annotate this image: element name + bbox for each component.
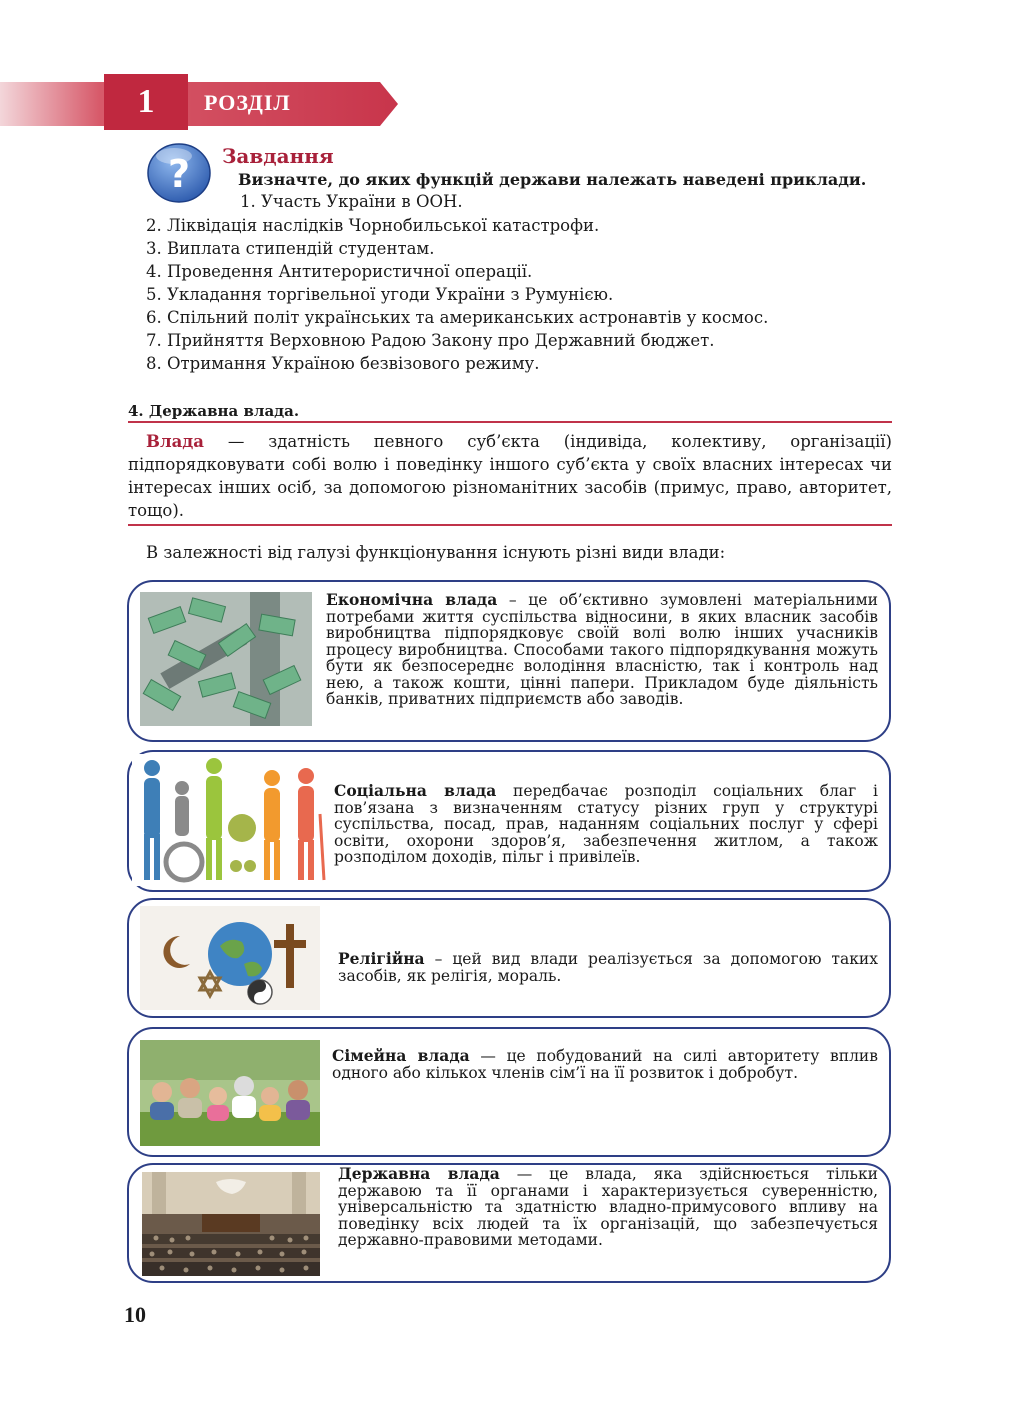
card-social-text	[334, 783, 878, 866]
card-religious-text	[338, 951, 878, 984]
page-number: 10	[124, 1302, 146, 1327]
task-item: 4. Проведення Антитерористичної операції.	[146, 262, 533, 281]
chapter-label: РОЗДІЛ	[204, 90, 291, 115]
divider	[128, 524, 892, 526]
task-item: 2. Ліквідація наслідків Чорнобильської катастрофи.	[146, 216, 600, 235]
card-term: Сімейна влада	[332, 1046, 470, 1065]
family-image	[140, 1040, 320, 1146]
task-item: 1. Участь України в ООН.	[240, 192, 463, 211]
question-icon	[146, 142, 212, 204]
definition-term: Влада	[146, 432, 204, 451]
chapter-banner	[0, 74, 400, 130]
card-economic-text	[326, 592, 878, 708]
money-image	[140, 592, 312, 726]
card-description: — це побудований на силі авторитету вплив одного або кількох членів сім’ї на її розвиток і добробут.	[332, 1047, 878, 1082]
people-silhouettes-image	[132, 754, 328, 886]
card-term: Релігійна	[338, 949, 425, 968]
task-item: 3. Виплата стипендій студентам.	[146, 239, 435, 258]
definition-text: — здатність певного суб’єкта (індивіда, колективу, організації) підпорядковувати собі волю і поведінку іншого суб’єкта у своїх власних інтересах чи інтересах інших осіб, за допомогою різноманітних засобів (примус, право, авторитет, тощо).	[128, 432, 892, 520]
task-item: 8. Отримання Україною безвізового режиму.	[146, 354, 540, 373]
svg-text:?: ?	[167, 152, 191, 196]
card-description: передбачає розподіл соціальних благ і пов’язана з визначенням статусу різних груп у структурі суспільства, посад, прав, наданням соціальних послуг у сфері освіти, охорони здоров’я, забезпечення житлом, а також розподілом доходів, пільг і привілеїв.	[334, 782, 879, 866]
chapter-number: 1	[137, 83, 155, 120]
divider	[128, 421, 892, 423]
intro-text: В залежності від галузі функціонування існують різні види влади:	[146, 543, 726, 562]
parliament-image	[142, 1172, 320, 1276]
card-description: – це об’єктивно зумовлені матеріальними потребами життя суспільства відносини, в яких власник засобів виробництва підпорядковує своїй волі волю інших учасників процесу виробництва. Способами такого підпорядкування можуть бути як безпосереднє володіння власністю, так і контроль над нею, а також кошти, цінні папери. Прикладом буде діяльність банків, приватних підприємств або заводів.	[326, 591, 878, 708]
section-heading: 4. Державна влада.	[128, 402, 300, 420]
religion-symbols-image	[140, 906, 320, 1010]
card-term: Державна влада	[338, 1164, 500, 1183]
task-item: 7. Прийняття Верховною Радою Закону про Державний бюджет.	[146, 331, 715, 350]
card-description: — це влада, яка здійснюється тільки державою та її органами і характеризується суверенністю, універсальністю та здатністю владно-примусового впливу на поведінку всіх людей та їх організацій, що забезпечується державно-правовими методами.	[338, 1165, 878, 1249]
definition-paragraph	[128, 430, 892, 522]
card-state-text	[338, 1166, 878, 1249]
card-family-text	[332, 1048, 878, 1081]
task-title: Завдання	[222, 144, 334, 168]
task-item: 6. Спільний політ українських та американських астронавтів у космос.	[146, 308, 769, 327]
task-instruction: Визначте, до яких функцій держави належать наведені приклади.	[238, 170, 867, 189]
task-item: 5. Укладання торгівельної угоди України з Румунією.	[146, 285, 614, 304]
card-term: Економічна влада	[326, 590, 498, 609]
card-description: – цей вид влади реалізується за допомогою таких засобів, як релігія, мораль.	[338, 950, 878, 985]
card-term: Соціальна влада	[334, 781, 497, 800]
